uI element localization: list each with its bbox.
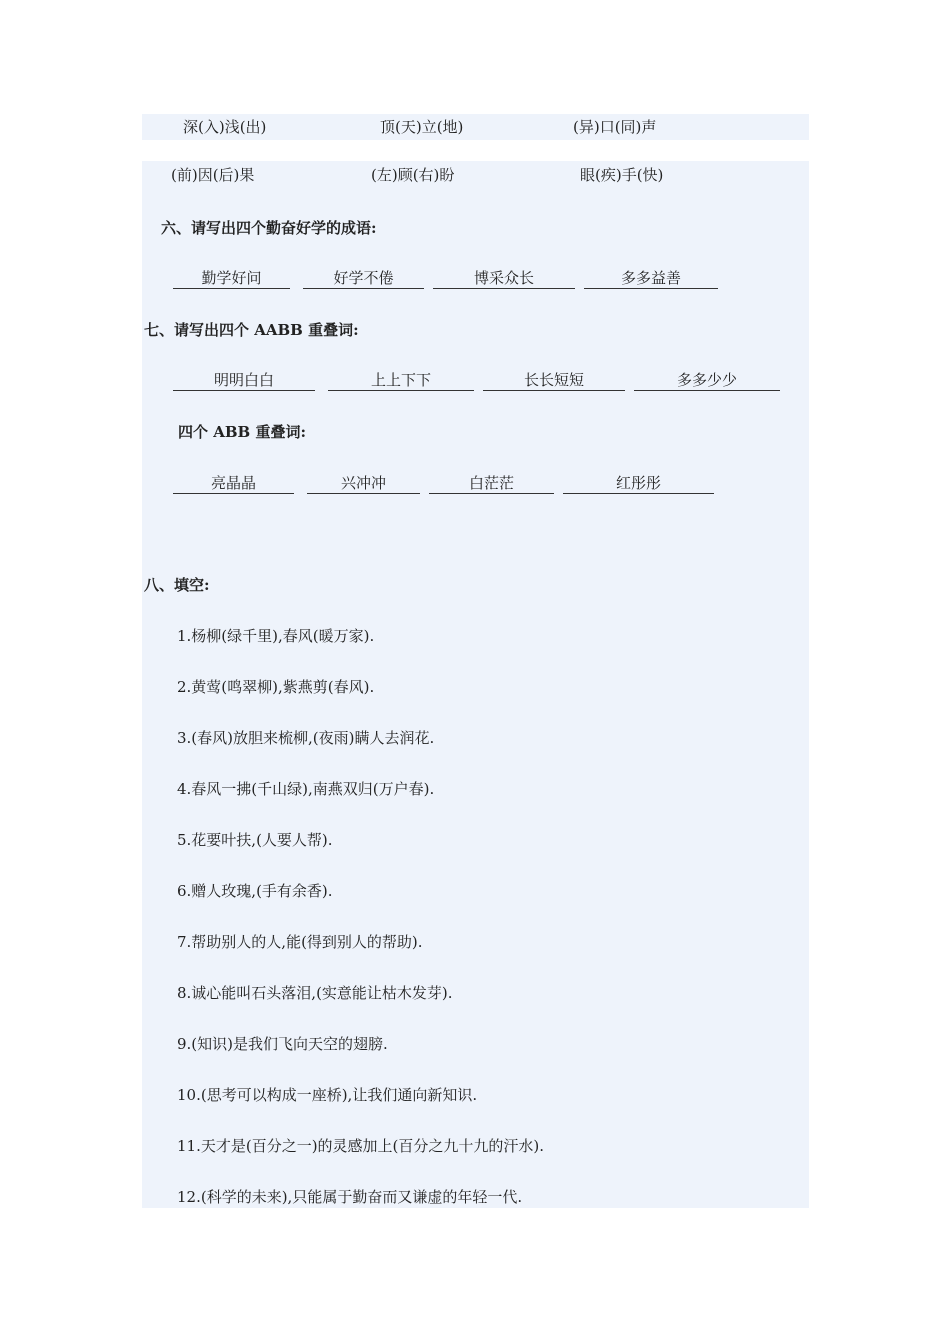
answer-blank: 好学不倦 [303, 268, 424, 289]
fill-blank-item: 10.(思考可以构成一座桥),让我们通向新知识. [177, 1086, 478, 1104]
answer-blank: 勤学好问 [173, 268, 290, 289]
idiom: (左)顾(右)盼 [371, 166, 455, 184]
section-8-heading: 八、填空: [144, 576, 210, 594]
answer-blank: 明明白白 [173, 370, 315, 391]
answer-blank: 红彤彤 [563, 473, 714, 494]
idiom: 眼(疾)手(快) [580, 166, 664, 184]
idiom: 深(入)浅(出) [183, 118, 267, 136]
fill-blank-item: 1.杨柳(绿千里),春风(暖万家). [177, 627, 375, 645]
answer-blank: 博采众长 [433, 268, 575, 289]
answer-blank: 亮晶晶 [173, 473, 294, 494]
answer-blank: 白茫茫 [429, 473, 554, 494]
abb-heading: 四个 ABB 重叠词: [178, 423, 306, 441]
fill-blank-item: 8.诚心能叫石头落泪,(实意能让枯木发芽). [177, 984, 453, 1002]
section-6-heading: 六、请写出四个勤奋好学的成语: [161, 219, 377, 237]
idiom: (前)因(后)果 [171, 166, 255, 184]
fill-blank-item: 4.春风一拂(千山绿),南燕双归(万户春). [177, 780, 435, 798]
fill-blank-item: 12.(科学的未来),只能属于勤奋而又谦虚的年轻一代. [177, 1188, 523, 1206]
idiom: (异)口(同)声 [573, 118, 657, 136]
section-7-heading: 七、请写出四个 AABB 重叠词: [144, 321, 359, 339]
fill-blank-item: 7.帮助别人的人,能(得到别人的帮助). [177, 933, 423, 951]
answer-blank: 多多益善 [584, 268, 718, 289]
fill-blank-item: 6.赠人玫瑰,(手有余香). [177, 882, 333, 900]
idiom: 顶(天)立(地) [380, 118, 464, 136]
answer-blank: 多多少少 [634, 370, 780, 391]
fill-blank-item: 11.天才是(百分之一)的灵感加上(百分之九十九的汗水). [177, 1137, 545, 1155]
fill-blank-item: 2.黄莺(鸣翠柳),紫燕剪(春风). [177, 678, 375, 696]
fill-blank-item: 3.(春风)放胆来梳柳,(夜雨)瞒人去润花. [177, 729, 435, 747]
fill-blank-item: 9.(知识)是我们飞向天空的翅膀. [177, 1035, 388, 1053]
answer-blank: 上上下下 [328, 370, 474, 391]
answer-blank: 兴冲冲 [307, 473, 420, 494]
answer-blank: 长长短短 [483, 370, 625, 391]
fill-blank-item: 5.花要叶扶,(人要人帮). [177, 831, 333, 849]
